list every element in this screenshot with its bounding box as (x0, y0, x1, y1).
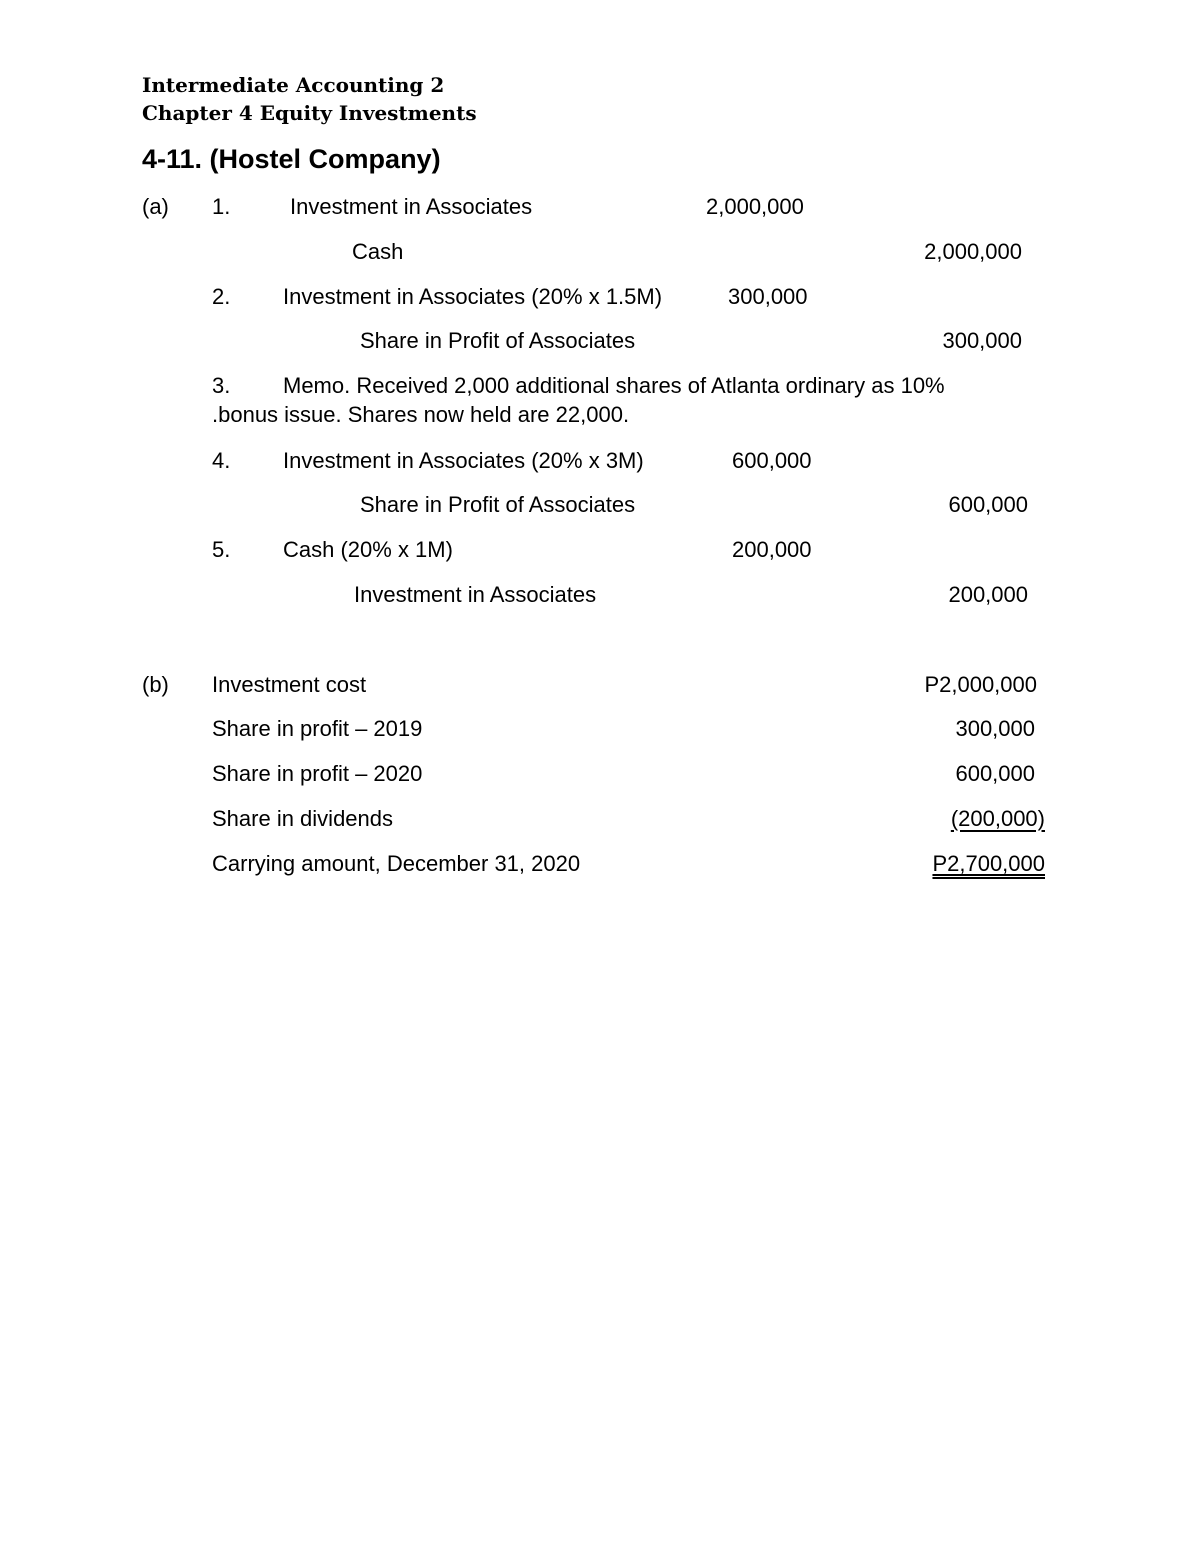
entry-number: 3. (212, 373, 231, 398)
debit-amount: 600,000 (732, 448, 812, 473)
credit-amount: 300,000 (942, 328, 1022, 353)
schedule-total-amount: P2,700,000 (932, 851, 1045, 876)
entry-number: 2. (212, 284, 231, 309)
entry-number: 5. (212, 537, 231, 562)
debit-amount: 300,000 (728, 284, 808, 309)
schedule-amount: 300,000 (955, 716, 1035, 741)
schedule-label: Share in profit – 2019 (212, 716, 423, 741)
debit-amount: 200,000 (732, 537, 812, 562)
schedule-label: Share in profit – 2020 (212, 761, 423, 786)
credit-amount: 2,000,000 (924, 239, 1022, 264)
debit-account: Cash (20% x 1M) (283, 537, 453, 562)
schedule-amount: (200,000) (950, 806, 1045, 831)
chapter-title: Chapter 4 Equity Investments (142, 101, 477, 125)
schedule-amount: 600,000 (955, 761, 1035, 786)
part-b-label: (b) (142, 672, 169, 697)
credit-amount: 600,000 (948, 492, 1028, 517)
memo-line-2: .bonus issue. Shares now held are 22,000. (212, 402, 630, 427)
debit-account: Investment in Associates (20% x 1.5M) (283, 284, 663, 309)
debit-amount: 2,000,000 (706, 194, 804, 219)
credit-account: Cash (352, 239, 404, 264)
credit-account: Share in Profit of Associates (360, 492, 636, 517)
debit-account: Investment in Associates (20% x 3M) (283, 448, 644, 473)
course-title: Intermediate Accounting 2 (142, 73, 445, 97)
problem-title: 4-11. (Hostel Company) (142, 144, 441, 174)
debit-account: Investment in Associates (290, 194, 533, 219)
schedule-label: Carrying amount, December 31, 2020 (212, 851, 581, 876)
schedule-label: Share in dividends (212, 806, 394, 831)
credit-account: Share in Profit of Associates (360, 328, 636, 353)
entry-number: 1. (212, 194, 231, 219)
credit-amount: 200,000 (948, 582, 1028, 607)
part-a-label: (a) (142, 194, 169, 219)
credit-account: Investment in Associates (354, 582, 597, 607)
schedule-amount: P2,000,000 (924, 672, 1037, 697)
schedule-label: Investment cost (212, 672, 367, 697)
entry-number: 4. (212, 448, 231, 473)
memo-line-1: Memo. Received 2,000 additional shares of Atlanta ordinary as 10% (283, 373, 945, 398)
